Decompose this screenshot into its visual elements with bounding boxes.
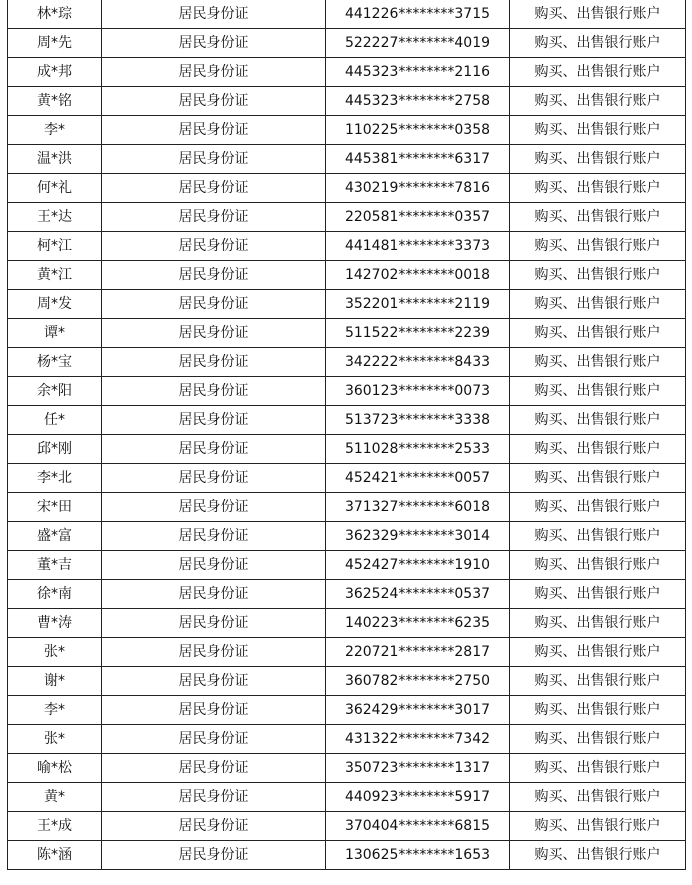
table-row (8, 638, 686, 667)
id-type-cell: 居民身份证 (102, 493, 326, 522)
id-number-cell: 130625********1653 (326, 841, 510, 870)
behavior-cell: 购买、出售银行账户 (510, 203, 686, 232)
id-number-cell: 511028********2533 (326, 435, 510, 464)
name-cell: 王*成 (8, 812, 102, 841)
name-cell: 杨*宝 (8, 348, 102, 377)
id-number-cell: 142702********0018 (326, 261, 510, 290)
id-number-cell: 220721********2817 (326, 638, 510, 667)
id-type-cell: 居民身份证 (102, 725, 326, 754)
name-cell: 宋*田 (8, 493, 102, 522)
behavior-cell: 购买、出售银行账户 (510, 696, 686, 725)
name-cell: 余*阳 (8, 377, 102, 406)
table-row (8, 203, 686, 232)
name-cell: 李*北 (8, 464, 102, 493)
id-number-cell: 445323********2116 (326, 58, 510, 87)
behavior-cell: 购买、出售银行账户 (510, 87, 686, 116)
behavior-cell: 购买、出售银行账户 (510, 464, 686, 493)
table-row (8, 580, 686, 609)
name-cell: 任* (8, 406, 102, 435)
id-type-cell: 居民身份证 (102, 348, 326, 377)
behavior-cell: 购买、出售银行账户 (510, 116, 686, 145)
id-number-cell: 362329********3014 (326, 522, 510, 551)
table-row (8, 493, 686, 522)
name-cell: 何*礼 (8, 174, 102, 203)
table-row (8, 551, 686, 580)
id-type-cell: 居民身份证 (102, 290, 326, 319)
name-cell: 成*邦 (8, 58, 102, 87)
id-type-cell: 居民身份证 (102, 174, 326, 203)
table-row (8, 261, 686, 290)
id-number-cell: 360123********0073 (326, 377, 510, 406)
table-row (8, 696, 686, 725)
name-cell: 张* (8, 638, 102, 667)
behavior-cell: 购买、出售银行账户 (510, 319, 686, 348)
behavior-cell: 购买、出售银行账户 (510, 783, 686, 812)
id-number-cell: 522227********4019 (326, 29, 510, 58)
id-number-cell: 445323********2758 (326, 87, 510, 116)
id-number-cell: 445381********6317 (326, 145, 510, 174)
behavior-cell: 购买、出售银行账户 (510, 812, 686, 841)
name-cell: 黄*铭 (8, 87, 102, 116)
table-row (8, 87, 686, 116)
id-type-cell: 居民身份证 (102, 261, 326, 290)
name-cell: 柯*江 (8, 232, 102, 261)
table-row (8, 522, 686, 551)
name-cell: 李* (8, 696, 102, 725)
table-row (8, 377, 686, 406)
name-cell: 徐*南 (8, 580, 102, 609)
behavior-cell: 购买、出售银行账户 (510, 725, 686, 754)
table-row (8, 290, 686, 319)
id-number-cell: 441481********3373 (326, 232, 510, 261)
table-row (8, 29, 686, 58)
id-number-cell: 362524********0537 (326, 580, 510, 609)
id-type-cell: 居民身份证 (102, 667, 326, 696)
table-row (8, 435, 686, 464)
id-type-cell: 居民身份证 (102, 754, 326, 783)
name-cell: 林*琮 (8, 0, 102, 29)
id-number-cell: 441226********3715 (326, 0, 510, 29)
behavior-cell: 购买、出售银行账户 (510, 58, 686, 87)
id-number-cell: 371327********6018 (326, 493, 510, 522)
behavior-cell: 购买、出售银行账户 (510, 638, 686, 667)
table-row (8, 783, 686, 812)
id-type-cell: 居民身份证 (102, 435, 326, 464)
id-type-cell: 居民身份证 (102, 0, 326, 29)
name-cell: 谭* (8, 319, 102, 348)
behavior-cell: 购买、出售银行账户 (510, 522, 686, 551)
id-number-cell: 342222********8433 (326, 348, 510, 377)
table-row (8, 464, 686, 493)
records-table-body (8, 0, 686, 870)
id-type-cell: 居民身份证 (102, 812, 326, 841)
behavior-cell: 购买、出售银行账户 (510, 493, 686, 522)
id-number-cell: 370404********6815 (326, 812, 510, 841)
id-type-cell: 居民身份证 (102, 464, 326, 493)
id-number-cell: 452421********0057 (326, 464, 510, 493)
table-row (8, 232, 686, 261)
id-number-cell: 430219********7816 (326, 174, 510, 203)
id-type-cell: 居民身份证 (102, 841, 326, 870)
behavior-cell: 购买、出售银行账户 (510, 551, 686, 580)
behavior-cell: 购买、出售银行账户 (510, 435, 686, 464)
name-cell: 曹*涛 (8, 609, 102, 638)
behavior-cell: 购买、出售银行账户 (510, 232, 686, 261)
name-cell: 温*洪 (8, 145, 102, 174)
id-type-cell: 居民身份证 (102, 551, 326, 580)
table-row (8, 319, 686, 348)
id-number-cell: 140223********6235 (326, 609, 510, 638)
name-cell: 黄* (8, 783, 102, 812)
id-type-cell: 居民身份证 (102, 696, 326, 725)
id-number-cell: 513723********3338 (326, 406, 510, 435)
name-cell: 周*先 (8, 29, 102, 58)
id-type-cell: 居民身份证 (102, 377, 326, 406)
table-row (8, 754, 686, 783)
id-number-cell: 440923********5917 (326, 783, 510, 812)
id-number-cell: 350723********1317 (326, 754, 510, 783)
name-cell: 王*达 (8, 203, 102, 232)
behavior-cell: 购买、出售银行账户 (510, 406, 686, 435)
table-row (8, 145, 686, 174)
name-cell: 喻*松 (8, 754, 102, 783)
id-number-cell: 431322********7342 (326, 725, 510, 754)
id-number-cell: 220581********0357 (326, 203, 510, 232)
behavior-cell: 购买、出售银行账户 (510, 0, 686, 29)
id-type-cell: 居民身份证 (102, 783, 326, 812)
id-type-cell: 居民身份证 (102, 29, 326, 58)
name-cell: 黄*江 (8, 261, 102, 290)
id-type-cell: 居民身份证 (102, 145, 326, 174)
id-number-cell: 362429********3017 (326, 696, 510, 725)
id-type-cell: 居民身份证 (102, 522, 326, 551)
id-number-cell: 352201********2119 (326, 290, 510, 319)
behavior-cell: 购买、出售银行账户 (510, 754, 686, 783)
table-row (8, 174, 686, 203)
id-number-cell: 360782********2750 (326, 667, 510, 696)
id-type-cell: 居民身份证 (102, 638, 326, 667)
id-type-cell: 居民身份证 (102, 319, 326, 348)
records-sheet (7, 0, 685, 870)
table-row (8, 841, 686, 870)
id-type-cell: 居民身份证 (102, 58, 326, 87)
behavior-cell: 购买、出售银行账户 (510, 174, 686, 203)
behavior-cell: 购买、出售银行账户 (510, 290, 686, 319)
table-row (8, 725, 686, 754)
behavior-cell: 购买、出售银行账户 (510, 261, 686, 290)
table-row (8, 812, 686, 841)
behavior-cell: 购买、出售银行账户 (510, 580, 686, 609)
name-cell: 邱*刚 (8, 435, 102, 464)
id-type-cell: 居民身份证 (102, 580, 326, 609)
table-row (8, 406, 686, 435)
name-cell: 周*发 (8, 290, 102, 319)
behavior-cell: 购买、出售银行账户 (510, 377, 686, 406)
table-row (8, 348, 686, 377)
id-number-cell: 110225********0358 (326, 116, 510, 145)
name-cell: 盛*富 (8, 522, 102, 551)
table-row (8, 0, 686, 29)
table-row (8, 667, 686, 696)
table-row (8, 58, 686, 87)
behavior-cell: 购买、出售银行账户 (510, 29, 686, 58)
id-type-cell: 居民身份证 (102, 87, 326, 116)
name-cell: 董*吉 (8, 551, 102, 580)
table-row (8, 609, 686, 638)
id-type-cell: 居民身份证 (102, 116, 326, 145)
id-type-cell: 居民身份证 (102, 406, 326, 435)
id-type-cell: 居民身份证 (102, 203, 326, 232)
records-table (7, 0, 686, 870)
behavior-cell: 购买、出售银行账户 (510, 609, 686, 638)
id-type-cell: 居民身份证 (102, 232, 326, 261)
id-type-cell: 居民身份证 (102, 609, 326, 638)
behavior-cell: 购买、出售银行账户 (510, 348, 686, 377)
behavior-cell: 购买、出售银行账户 (510, 667, 686, 696)
name-cell: 李* (8, 116, 102, 145)
id-number-cell: 452427********1910 (326, 551, 510, 580)
table-row (8, 116, 686, 145)
behavior-cell: 购买、出售银行账户 (510, 841, 686, 870)
behavior-cell: 购买、出售银行账户 (510, 145, 686, 174)
id-number-cell: 511522********2239 (326, 319, 510, 348)
name-cell: 谢* (8, 667, 102, 696)
name-cell: 陈*涵 (8, 841, 102, 870)
name-cell: 张* (8, 725, 102, 754)
